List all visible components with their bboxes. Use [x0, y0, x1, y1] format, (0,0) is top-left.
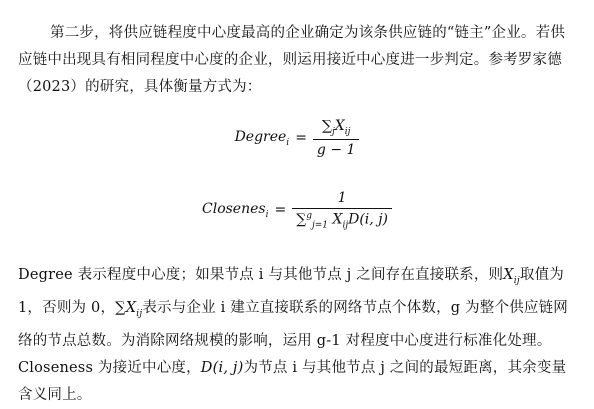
- equals-sign: =: [274, 202, 287, 219]
- degree-fraction: [313, 118, 360, 158]
- paragraph-definitions: Degree 表示程度中心度；如果节点 i 与其他节点 j 之间存在直接联系，则$X_{ij}$取值为 1，否则为 0，$\sum X_{ij}$表示与企业 i 建立直接联系的网络节点个体数，g 为整个供应链网络的节点总数。为消除网络规模的影响，运用 g-1 对程度中心度进行标准化处理。Closeness 为接近中心度，D(i, j)为节点 i 与其他节点 j 之间的最短距离，其余变量含义同上。: [18, 267, 568, 403]
- sum-x-ij-symbol: $\sum X_{ij}$: [115, 299, 143, 319]
- closeness-denominator: ∑$^g_{j=1}$ $X_{ij}D(i$, j): [292, 208, 392, 230]
- closeness-formula: [0, 190, 594, 230]
- closeness-fraction: [292, 190, 392, 230]
- degree-lhs: Degree$_i$: [234, 128, 290, 148]
- paragraph-step-two: 第二步，将供应链程度中心度最高的企业确定为该条供应链的“链主”企业。若供应链中出现具有相同程度中心度的企业，则运用接近中心度进一步判定。参考罗家德（2023）的研究，具体衡量方式为：: [18, 25, 566, 95]
- distance-function: D(i, j): [200, 359, 244, 376]
- degree-formula: [0, 118, 594, 158]
- degree-numerator: $\sum_jX_{ij}$: [321, 118, 351, 137]
- equals-sign: =: [295, 129, 307, 146]
- closeness-numerator: 1: [337, 190, 347, 206]
- closeness-lhs: Closenes$_i$: [202, 200, 269, 220]
- degree-denominator: g − 1: [313, 139, 360, 158]
- x-ij-symbol: $X_{ij}$: [503, 267, 520, 286]
